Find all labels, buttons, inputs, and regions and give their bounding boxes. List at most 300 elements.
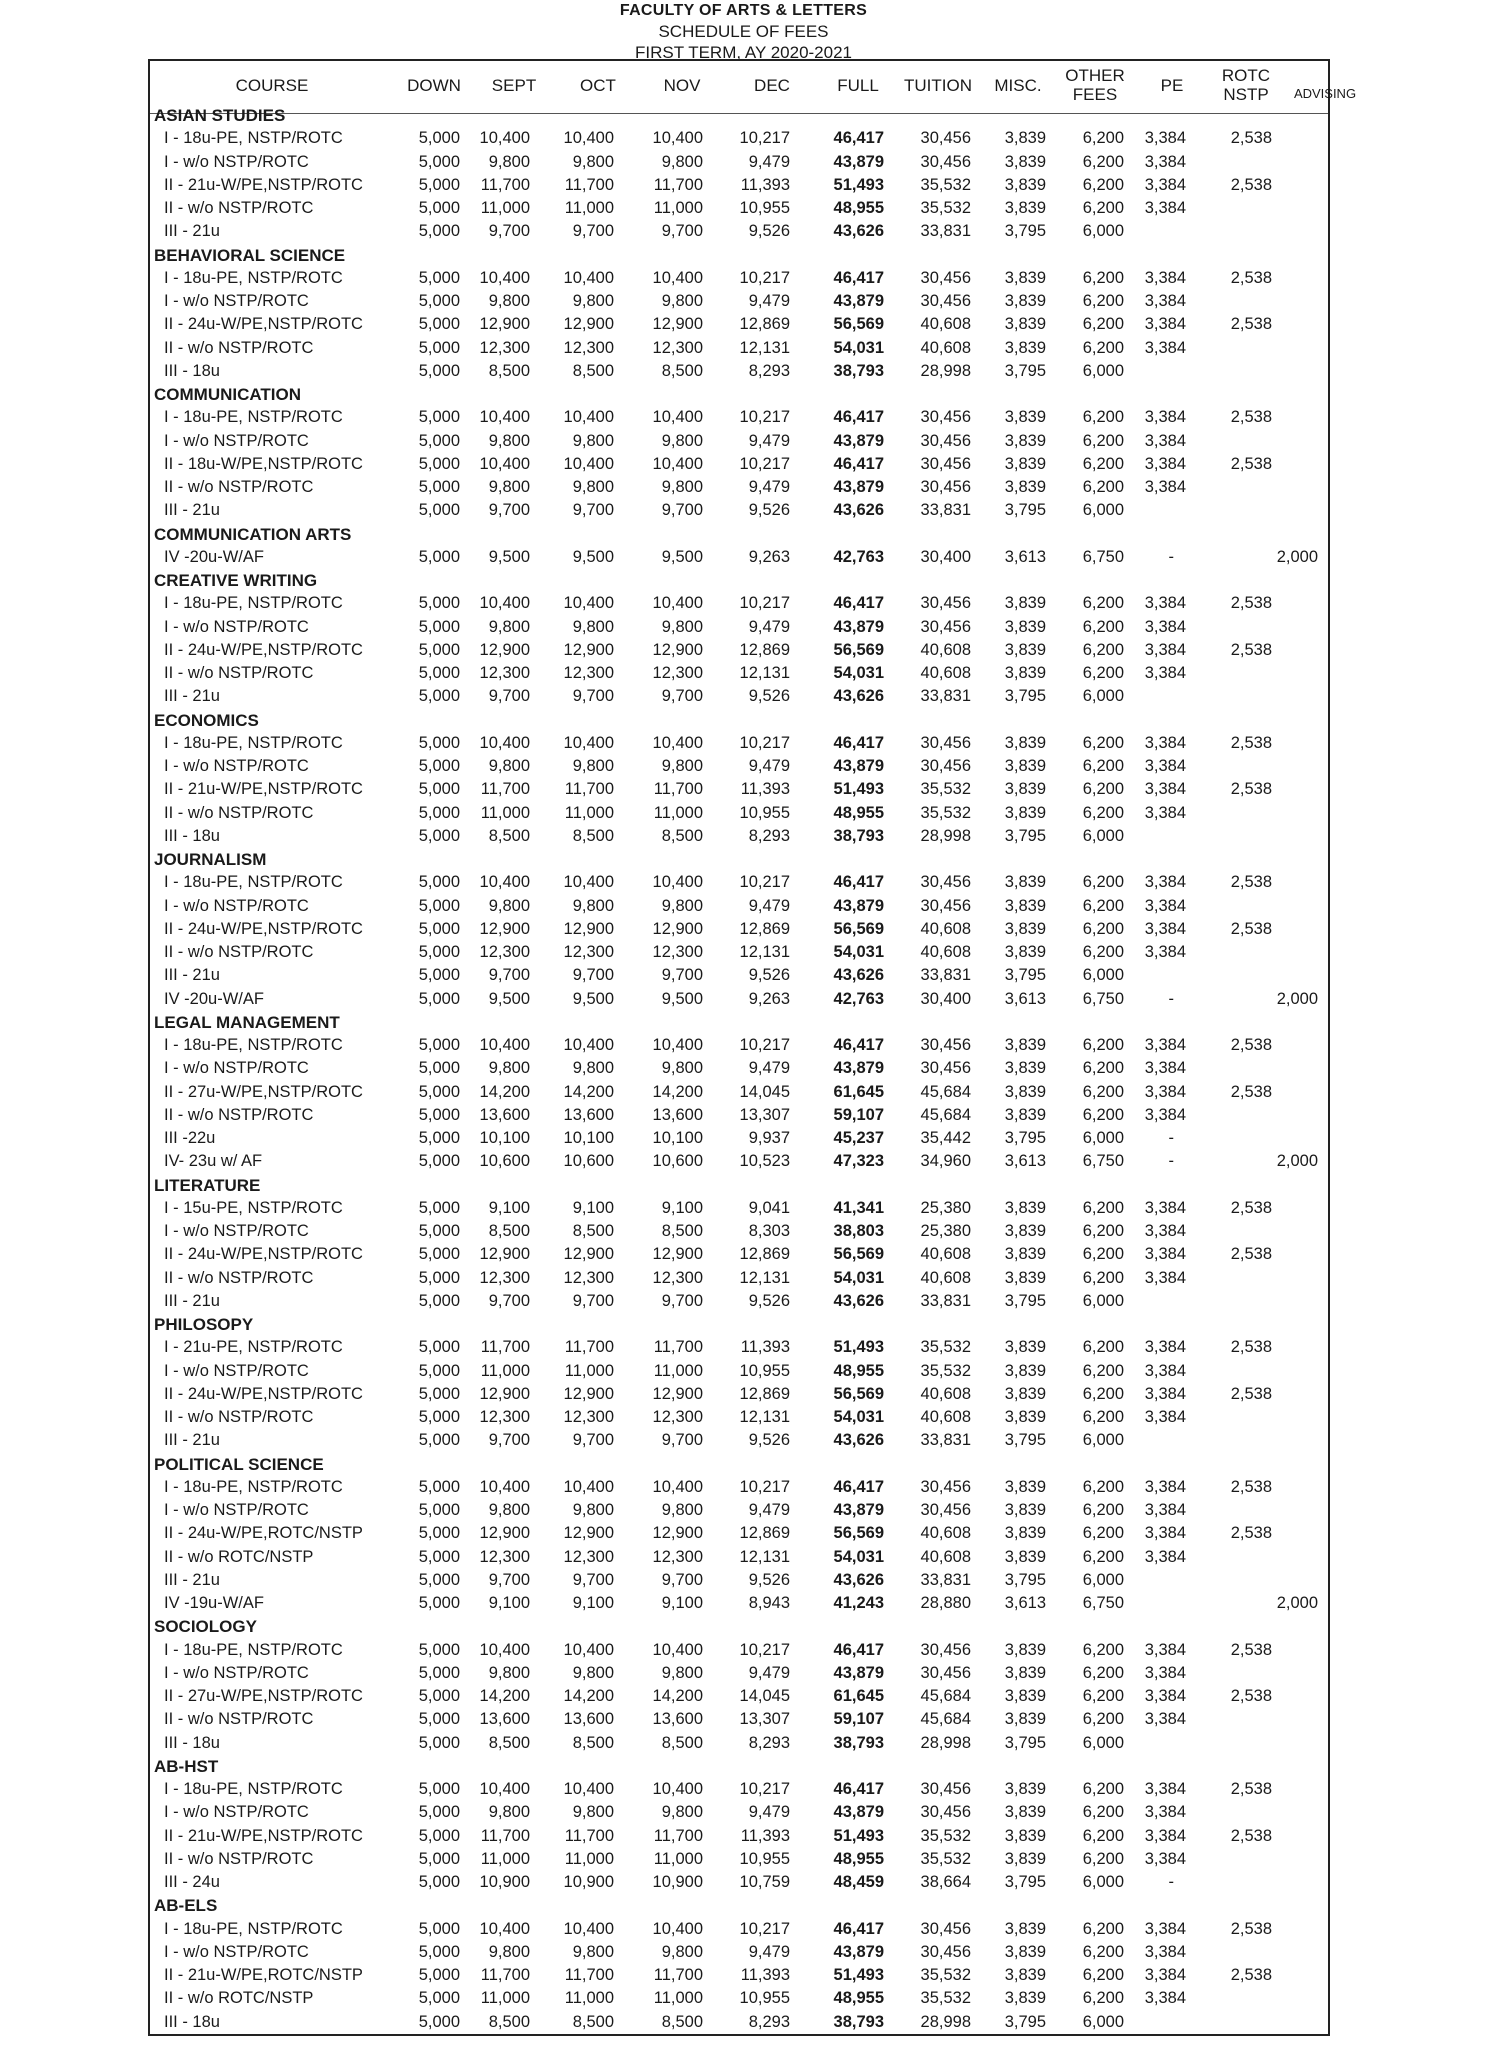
cell-other-fees: 6,200 [1082,315,1124,334]
cell-misc: 3,795 [1004,1733,1046,1752]
cell-other-fees: 6,200 [1082,733,1124,752]
cell-nov: 9,800 [661,896,703,915]
cell-dec: 10,217 [739,1780,790,1798]
cell-nov: 12,900 [652,1245,703,1264]
cell-down: 5,000 [418,268,460,287]
cell-misc: 3,613 [1004,989,1046,1008]
cell-down: 5,000 [418,2012,460,2031]
cell-other-fees: 6,000 [1082,2012,1124,2031]
cell-dec: 9,526 [748,1570,790,1589]
cell-sept: 11,700 [480,175,530,194]
cell-advising: 2,000 [1276,1594,1318,1612]
cell-full: 38,793 [833,361,884,380]
cell-pe: 3,384 [1144,617,1186,636]
cell-oct: 12,900 [563,1384,614,1403]
cell-down: 5,000 [418,1431,460,1450]
cell-tuition: 30,456 [920,896,971,915]
cell-misc: 3,839 [1004,268,1046,287]
column-header-other-fees: OTHER FEES [1065,66,1125,104]
cell-misc: 3,839 [1004,803,1046,822]
cell-dec: 13,307 [739,1710,790,1729]
cell-oct: 11,000 [564,1849,614,1868]
cell-course: IV -19u-W/AF [164,1594,264,1612]
cell-course: I - 18u-PE, NSTP/ROTC [164,408,343,427]
cell-nov: 13,600 [652,1105,703,1124]
cell-sept: 10,400 [479,594,530,613]
cell-advising: 2,000 [1276,547,1318,566]
cell-misc: 3,839 [1004,1803,1046,1822]
cell-oct: 9,800 [572,478,614,496]
fee-row [150,1687,1328,1710]
cell-oct: 9,700 [572,1291,614,1310]
cell-misc: 3,839 [1004,1919,1046,1938]
cell-oct: 10,600 [563,1152,614,1171]
cell-other-fees: 6,200 [1082,268,1124,287]
cell-nov: 10,400 [652,1919,703,1938]
cell-dec: 9,526 [748,222,790,241]
cell-misc: 3,613 [1004,1594,1046,1612]
cell-rotc-nstp: 2,538 [1230,268,1272,287]
cell-full: 61,645 [833,1082,884,1101]
cell-dec: 9,479 [748,152,790,171]
cell-rotc-nstp: 2,538 [1230,454,1272,473]
fee-row [150,1362,1328,1385]
cell-oct: 9,800 [572,1501,614,1519]
cell-tuition: 30,456 [920,1477,971,1496]
cell-nov: 11,700 [653,175,703,194]
cell-oct: 12,300 [563,1408,614,1426]
cell-rotc-nstp: 2,538 [1230,873,1272,892]
cell-oct: 12,900 [563,640,614,659]
cell-tuition: 30,456 [920,873,971,892]
cell-pe: 3,384 [1144,1849,1186,1868]
cell-down: 5,000 [418,1152,460,1171]
cell-misc: 3,839 [1004,757,1046,775]
cell-dec: 9,479 [748,292,790,310]
cell-down: 5,000 [418,896,460,915]
cell-tuition: 30,456 [920,268,971,287]
cell-dec: 10,217 [739,268,790,287]
cell-oct: 8,500 [572,826,614,845]
program-heading: COMMUNICATION [154,385,301,404]
cell-sept: 9,700 [488,222,530,241]
cell-down: 5,000 [418,1733,460,1752]
cell-oct: 8,500 [572,2012,614,2031]
cell-tuition: 30,456 [920,1663,971,1682]
cell-full: 46,417 [833,733,884,752]
cell-down: 5,000 [418,1873,460,1891]
cell-dec: 10,217 [739,129,790,148]
cell-full: 41,243 [833,1594,884,1612]
cell-misc: 3,839 [1004,1989,1046,2008]
cell-full: 54,031 [833,943,884,961]
cell-sept: 11,700 [480,1338,530,1357]
cell-other-fees: 6,200 [1082,640,1124,659]
cell-other-fees: 6,000 [1082,361,1124,380]
cell-sept: 10,400 [479,873,530,892]
cell-sept: 9,700 [488,687,530,706]
cell-oct: 11,000 [564,199,614,217]
cell-nov: 10,400 [652,594,703,613]
cell-nov: 9,800 [661,478,703,496]
cell-nov: 8,500 [661,1733,703,1752]
cell-down: 5,000 [418,826,460,845]
document-title: FACULTY OF ARTS & LETTERS [619,2,868,19]
fee-row [150,1989,1328,2012]
cell-full: 54,031 [833,664,884,682]
cell-full: 48,955 [833,1361,884,1380]
cell-tuition: 33,831 [920,222,971,241]
cell-misc: 3,839 [1004,315,1046,334]
fee-row [150,1059,1328,1082]
cell-dec: 9,479 [748,1942,790,1961]
cell-course: I - 18u-PE, NSTP/ROTC [164,1780,343,1798]
cell-dec: 14,045 [739,1687,790,1705]
cell-down: 5,000 [418,1384,460,1403]
cell-course: I - 18u-PE, NSTP/ROTC [164,1919,343,1938]
cell-rotc-nstp: 2,538 [1230,1966,1272,1984]
cell-course: I - w/o NSTP/ROTC [164,617,309,636]
fee-row [150,618,1328,641]
cell-misc: 3,613 [1004,547,1046,566]
cell-rotc-nstp: 2,538 [1230,780,1272,799]
cell-sept: 11,000 [480,199,530,217]
cell-oct: 9,700 [572,222,614,241]
fee-row [150,1664,1328,1687]
cell-tuition: 30,456 [920,1780,971,1798]
cell-nov: 11,700 [653,1966,703,1984]
cell-down: 5,000 [418,594,460,613]
fee-row [150,1083,1328,1106]
cell-oct: 9,800 [572,1942,614,1961]
cell-sept: 9,700 [488,1291,530,1310]
cell-misc: 3,839 [1004,1826,1046,1845]
cell-rotc-nstp: 2,538 [1230,1384,1272,1403]
fee-row [150,1850,1328,1873]
cell-down: 5,000 [418,315,460,334]
cell-course: III - 18u [164,826,220,845]
fee-row [150,594,1328,617]
cell-nov: 10,600 [652,1152,703,1171]
cell-other-fees: 6,200 [1082,1384,1124,1403]
cell-dec: 12,131 [739,1408,790,1426]
cell-dec: 13,307 [739,1105,790,1124]
fee-row [150,780,1328,803]
cell-rotc-nstp: 2,538 [1230,1082,1272,1101]
cell-misc: 3,839 [1004,454,1046,473]
cell-dec: 11,393 [740,1966,790,1984]
cell-pe: - [1168,1152,1174,1171]
cell-full: 56,569 [833,640,884,659]
cell-course: I - w/o NSTP/ROTC [164,1222,309,1240]
cell-dec: 10,217 [739,1919,790,1938]
cell-nov: 12,300 [652,1268,703,1287]
cell-course: I - 18u-PE, NSTP/ROTC [164,873,343,892]
cell-sept: 8,500 [488,361,530,380]
cell-course: III - 21u [164,1431,220,1450]
cell-full: 43,626 [833,1291,884,1310]
cell-dec: 9,479 [748,896,790,915]
cell-dec: 12,869 [739,919,790,938]
fee-row [150,153,1328,176]
cell-oct: 10,100 [563,1129,614,1147]
cell-rotc-nstp: 2,538 [1230,1198,1272,1217]
column-header-dec: DEC [754,76,790,95]
cell-oct: 12,900 [563,1524,614,1543]
fee-row [150,1338,1328,1361]
cell-course: III -22u [164,1129,216,1147]
cell-down: 5,000 [418,175,460,194]
cell-pe: 3,384 [1144,896,1186,915]
cell-down: 5,000 [418,966,460,985]
cell-oct: 12,300 [563,943,614,961]
cell-tuition: 33,831 [920,687,971,706]
cell-other-fees: 6,000 [1082,1873,1124,1891]
fee-row [150,1292,1328,1315]
cell-down: 5,000 [418,1059,460,1078]
cell-course: I - w/o NSTP/ROTC [164,757,309,775]
cell-full: 51,493 [833,1338,884,1357]
fee-row [150,1641,1328,1664]
cell-tuition: 40,608 [920,1408,971,1426]
cell-nov: 14,200 [652,1687,703,1705]
cell-course: I - 18u-PE, NSTP/ROTC [164,594,343,613]
cell-other-fees: 6,000 [1082,966,1124,985]
cell-other-fees: 6,200 [1082,617,1124,636]
cell-pe: 3,384 [1144,1501,1186,1519]
cell-tuition: 30,456 [920,152,971,171]
cell-rotc-nstp: 2,538 [1230,733,1272,752]
cell-down: 5,000 [418,1198,460,1217]
cell-oct: 9,700 [572,501,614,520]
cell-pe: 3,384 [1144,1826,1186,1845]
fee-row [150,315,1328,338]
cell-course: I - 18u-PE, NSTP/ROTC [164,129,343,148]
cell-course: I - w/o NSTP/ROTC [164,1361,309,1380]
cell-oct: 12,900 [563,315,614,334]
cell-course: II - 24u-W/PE,NSTP/ROTC [164,1384,363,1403]
cell-nov: 12,300 [652,1408,703,1426]
cell-sept: 14,200 [479,1082,530,1101]
cell-dec: 8,943 [748,1594,790,1612]
cell-pe: 3,384 [1144,664,1186,682]
cell-other-fees: 6,750 [1082,989,1124,1008]
cell-sept: 12,300 [479,1547,530,1566]
cell-sept: 12,300 [479,664,530,682]
cell-dec: 9,479 [748,1501,790,1519]
cell-course: II - 21u-W/PE,NSTP/ROTC [164,1826,363,1845]
cell-pe: 3,384 [1144,1082,1186,1101]
cell-down: 5,000 [418,1361,460,1380]
cell-dec: 11,393 [740,1338,790,1357]
cell-misc: 3,839 [1004,1640,1046,1659]
cell-tuition: 38,664 [920,1873,971,1891]
cell-dec: 10,217 [739,594,790,613]
cell-misc: 3,839 [1004,640,1046,659]
cell-down: 5,000 [418,873,460,892]
cell-tuition: 30,456 [920,1501,971,1519]
cell-course: II - w/o ROTC/NSTP [164,1547,314,1566]
cell-down: 5,000 [418,338,460,357]
cell-other-fees: 6,200 [1082,1105,1124,1124]
fee-row [150,1803,1328,1826]
cell-nov: 10,400 [652,1036,703,1054]
cell-pe: 3,384 [1144,1710,1186,1729]
cell-other-fees: 6,200 [1082,1687,1124,1705]
cell-other-fees: 6,000 [1082,826,1124,845]
cell-misc: 3,839 [1004,1687,1046,1705]
fee-row [150,199,1328,222]
cell-other-fees: 6,200 [1082,757,1124,775]
cell-dec: 10,217 [739,873,790,892]
fee-row [150,966,1328,989]
cell-sept: 12,900 [479,640,530,659]
cell-pe: 3,384 [1144,454,1186,473]
cell-down: 5,000 [418,1640,460,1659]
cell-sept: 10,900 [479,1873,530,1891]
cell-oct: 12,300 [563,664,614,682]
fee-row [150,222,1328,245]
program-heading: SOCIOLOGY [154,1617,257,1637]
cell-pe: 3,384 [1144,408,1186,427]
cell-other-fees: 6,750 [1082,547,1124,566]
cell-course: II - 21u-W/PE,NSTP/ROTC [164,780,363,799]
cell-sept: 12,300 [479,943,530,961]
cell-oct: 9,500 [572,989,614,1008]
cell-nov: 11,000 [653,803,703,822]
cell-down: 5,000 [418,199,460,217]
cell-nov: 11,700 [653,1826,703,1845]
cell-sept: 10,400 [479,454,530,473]
cell-sept: 9,800 [488,1663,530,1682]
cell-pe: 3,384 [1144,1268,1186,1287]
cell-other-fees: 6,200 [1082,1780,1124,1798]
cell-dec: 8,293 [748,2012,790,2031]
cell-down: 5,000 [418,431,460,450]
cell-full: 51,493 [833,780,884,799]
cell-other-fees: 6,200 [1082,478,1124,496]
cell-full: 56,569 [833,1245,884,1264]
cell-down: 5,000 [418,1849,460,1868]
cell-pe: 3,384 [1144,1780,1186,1798]
cell-tuition: 30,456 [920,454,971,473]
cell-oct: 14,200 [563,1687,614,1705]
cell-tuition: 25,380 [920,1198,971,1217]
cell-tuition: 28,998 [920,2012,971,2031]
cell-pe: 3,384 [1144,1966,1186,1984]
cell-oct: 12,900 [563,919,614,938]
cell-pe: 3,384 [1144,478,1186,496]
cell-pe: 3,384 [1144,129,1186,148]
cell-tuition: 40,608 [920,338,971,357]
cell-oct: 13,600 [563,1105,614,1124]
cell-course: II - 18u-W/PE,NSTP/ROTC [164,454,363,473]
cell-oct: 9,700 [572,687,614,706]
cell-pe: 3,384 [1144,1942,1186,1961]
cell-dec: 9,479 [748,617,790,636]
cell-misc: 3,839 [1004,431,1046,450]
cell-sept: 10,400 [479,733,530,752]
cell-pe: 3,384 [1144,733,1186,752]
fee-row [150,687,1328,710]
cell-pe: 3,384 [1144,1803,1186,1822]
cell-nov: 11,000 [653,1361,703,1380]
cell-misc: 3,839 [1004,1059,1046,1078]
cell-nov: 9,800 [661,431,703,450]
cell-down: 5,000 [418,1082,460,1101]
cell-down: 5,000 [418,1338,460,1357]
cell-dec: 9,526 [748,501,790,520]
cell-pe: 3,384 [1144,803,1186,822]
cell-dec: 14,045 [739,1082,790,1101]
cell-misc: 3,795 [1004,1129,1046,1147]
cell-sept: 9,800 [488,1942,530,1961]
cell-other-fees: 6,200 [1082,1268,1124,1287]
fee-row [150,1734,1328,1757]
cell-misc: 3,795 [1004,222,1046,241]
cell-pe: 3,384 [1144,780,1186,799]
cell-sept: 9,800 [488,1803,530,1822]
cell-pe: 3,384 [1144,1384,1186,1403]
cell-misc: 3,795 [1004,361,1046,380]
fee-row [150,292,1328,315]
cell-nov: 9,700 [661,501,703,520]
fee-row [150,990,1328,1013]
cell-rotc-nstp: 2,538 [1230,1338,1272,1357]
cell-tuition: 35,532 [920,1338,971,1357]
cell-pe: 3,384 [1144,757,1186,775]
cell-full: 48,955 [833,803,884,822]
cell-rotc-nstp: 2,538 [1230,1477,1272,1496]
fee-row [150,1594,1328,1617]
cell-pe: - [1168,1129,1174,1147]
cell-nov: 10,400 [652,873,703,892]
cell-full: 43,879 [833,1059,884,1078]
cell-sept: 11,700 [480,1826,530,1845]
cell-down: 5,000 [418,1036,460,1054]
cell-oct: 12,300 [563,1268,614,1287]
cell-dec: 12,131 [739,1547,790,1566]
program-heading: POLITICAL SCIENCE [154,1454,324,1474]
cell-oct: 9,800 [572,431,614,450]
column-header-oct: OCT [580,76,616,95]
cell-rotc-nstp: 2,538 [1230,1919,1272,1938]
program-heading: PHILOSOPY [154,1315,254,1334]
cell-pe: 3,384 [1144,1524,1186,1543]
cell-sept: 9,800 [488,152,530,171]
cell-nov: 12,900 [652,1524,703,1543]
cell-sept: 12,300 [479,1268,530,1287]
cell-other-fees: 6,200 [1082,1710,1124,1729]
cell-course: I - 15u-PE, NSTP/ROTC [164,1198,343,1217]
cell-dec: 9,937 [748,1129,790,1147]
cell-misc: 3,839 [1004,1198,1046,1217]
cell-rotc-nstp: 2,538 [1230,594,1272,613]
cell-misc: 3,839 [1004,1361,1046,1380]
cell-course: III - 21u [164,222,220,241]
cell-dec: 9,479 [748,1059,790,1078]
cell-course: I - 21u-PE, NSTP/ROTC [164,1338,343,1357]
cell-rotc-nstp: 2,538 [1230,1524,1272,1543]
cell-tuition: 35,532 [920,1826,971,1845]
cell-oct: 10,400 [563,1780,614,1798]
cell-oct: 9,800 [572,757,614,775]
cell-misc: 3,839 [1004,292,1046,310]
cell-full: 48,955 [833,1849,884,1868]
fee-row [150,1129,1328,1152]
cell-rotc-nstp: 2,538 [1230,1826,1272,1845]
cell-other-fees: 6,000 [1082,1570,1124,1589]
